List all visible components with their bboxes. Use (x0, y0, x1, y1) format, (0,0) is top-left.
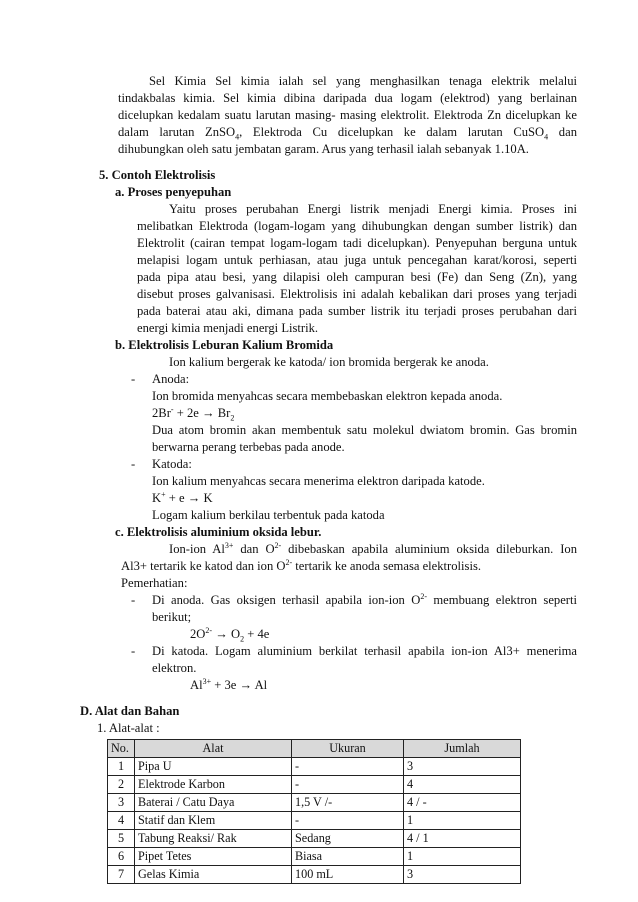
katoda-label: Katoda: (152, 457, 192, 471)
table-row (108, 830, 521, 848)
cell-jumlah: 1 (404, 848, 521, 866)
penyepuhan-line: Elektrolit (cairan tempat logam-logam tadi dicelupkan). Penyepuhan berguna untuk (137, 236, 577, 250)
cell-alat: Tabung Reaksi/ Rak (135, 830, 292, 848)
cell-alat: Elektrode Karbon (135, 776, 292, 794)
cell-no: 6 (108, 848, 135, 866)
penyepuhan-line: pada pipa atau besi, yang dilapisi oleh campuran besi (Fe) dan Seng (Zn), yang (137, 270, 577, 284)
cell-no: 2 (108, 776, 135, 794)
section-5a-heading: a. Proses penyepuhan (115, 185, 232, 199)
intro-line-3: dicelupkan kedalam suatu larutan masing- masing elektrolit. Elektroda Zn dicelupkan ke (118, 108, 577, 122)
katoda-text: Ion kalium menyahcas secara menerima elektron daripada katode. (152, 474, 485, 488)
col-header-ukuran: Ukuran (292, 740, 404, 758)
section-5b-heading: b. Elektrolisis Leburan Kalium Bromida (115, 338, 334, 352)
table-row (108, 866, 521, 884)
bullet-dash: - (131, 457, 136, 471)
cell-ukuran: - (292, 758, 404, 776)
penyepuhan-line: melapisi logam untuk perhiasan, atau juga untuk pencegahan karat/korosi, seperti (137, 253, 577, 267)
bullet-dash: - (131, 593, 136, 607)
table-row (108, 758, 521, 776)
cell-jumlah: 3 (404, 758, 521, 776)
col-header-jumlah: Jumlah (404, 740, 521, 758)
intro-line-5: dihubungkan oleh satu jembatan garam. Arus yang terhasil ialah sebanyak 1.10A. (118, 142, 529, 156)
cell-ukuran: 1,5 V /- (292, 794, 404, 812)
kalium-bromida-intro: Ion kalium bergerak ke katoda/ ion bromida bergerak ke anoda. (169, 355, 489, 369)
cell-ukuran: - (292, 776, 404, 794)
alat-table (107, 739, 521, 884)
cell-no: 7 (108, 866, 135, 884)
aluminium-line: Ion-ion $Al^{3+}$ dan $O^{2-}$ dibebaskan apabila aluminium oksida dileburkan. Ion (169, 540, 577, 556)
aluminium-equation: $Al^{3+} + 3e \to Al$ (190, 676, 268, 692)
cell-ukuran: Biasa (292, 848, 404, 866)
katoda-desc: Logam kalium berkilau terbentuk pada katoda (152, 508, 385, 522)
bullet-dash: - (131, 372, 136, 386)
anoda-desc-line: berwarna perang terbebas pada anode. (152, 440, 345, 454)
table-row (108, 794, 521, 812)
section-d-heading: D. Alat dan Bahan (80, 704, 180, 718)
penyepuhan-line: Yaitu proses perubahan Energi listrik menjadi Energi kimia. Proses ini (169, 202, 577, 216)
aluminium-line: Al3+ tertarik ke katod dan ion $O^{2-}$ tertarik ke anoda semasa elektrolisis. (121, 557, 481, 573)
table-row (108, 812, 521, 830)
table-row (108, 776, 521, 794)
cell-jumlah: 1 (404, 812, 521, 830)
cell-ukuran: - (292, 812, 404, 830)
cell-jumlah: 4 / 1 (404, 830, 521, 848)
bullet-dash: - (131, 644, 136, 658)
intro-line-1: Sel Kimia Sel kimia ialah sel yang menghasilkan tenaga elektrik melalui (149, 74, 577, 88)
cell-ukuran: 100 mL (292, 866, 404, 884)
pemerhatian-anoda: Di anoda. Gas oksigen terhasil apabila ion-ion $O^{2-}$ membuang elektron seperti (152, 591, 577, 607)
pemerhatian-katoda: Di katoda. Logam aluminium berkilat terhasil apabila ion-ion Al3+ menerima (152, 644, 577, 658)
pemerhatian-anoda-cont: berikut; (152, 610, 192, 624)
cell-ukuran: Sedang (292, 830, 404, 848)
section-5-heading: 5. Contoh Elektrolisis (99, 168, 216, 182)
cell-alat: Gelas Kimia (135, 866, 292, 884)
oxygen-equation: $2O^{2-} \to O_2 + 4e$ (190, 625, 270, 644)
section-5c-heading: c. Elektrolisis aluminium oksida lebur. (115, 525, 322, 539)
table-row (108, 848, 521, 866)
cell-jumlah: 3 (404, 866, 521, 884)
penyepuhan-line: disebut proses galvanisasi. Elektrolisis ini adalah kebalikan dari proses yang terjadi (137, 287, 577, 301)
cell-jumlah: 4 (404, 776, 521, 794)
cell-alat: Pipet Tetes (135, 848, 292, 866)
pemerhatian-label: Pemerhatian: (121, 576, 188, 590)
cell-alat: Pipa U (135, 758, 292, 776)
intro-line-4: dalam larutan ZnSO$_4$, Elektroda Cu dicelupkan ke dalam larutan CuSO$_4$ dan (118, 125, 577, 142)
cell-no: 3 (108, 794, 135, 812)
cell-no: 5 (108, 830, 135, 848)
cell-no: 1 (108, 758, 135, 776)
anoda-label: Anoda: (152, 372, 190, 386)
anoda-text: Ion bromida menyahcas secara membebaskan elektron kepada anoda. (152, 389, 503, 403)
penyepuhan-line: melibatkan Elektroda (logam-logam yang dihubungkan dengan sumber listrik) dan (137, 219, 577, 233)
katoda-equation: K+ + e → K (152, 489, 213, 505)
anoda-desc-line: Dua atom bromin akan membentuk satu molekul dwiatom bromin. Gas bromin (152, 423, 577, 437)
cell-jumlah: 4 / - (404, 794, 521, 812)
cell-alat: Baterai / Catu Daya (135, 794, 292, 812)
penyepuhan-line: pada baterai atau aki, dimana pada sumber listrik itu terjadi proses perubahan dari (137, 304, 577, 318)
table-header-row (108, 740, 521, 758)
col-header-alat: Alat (135, 740, 292, 758)
cell-no: 4 (108, 812, 135, 830)
anoda-equation: $2Br^- + 2e \to Br_2$ (152, 404, 235, 423)
intro-line-2: tindakbalas kimia. Sel kimia dibina daripada dua logam (elektrod) yang berlainan (118, 91, 577, 105)
col-header-no: No. (108, 740, 135, 758)
alat-alat-label: 1. Alat-alat : (97, 721, 160, 735)
cell-alat: Statif dan Klem (135, 812, 292, 830)
pemerhatian-katoda-cont: elektron. (152, 661, 197, 675)
penyepuhan-line: energi kimia menjadi energi Listrik. (137, 321, 319, 335)
